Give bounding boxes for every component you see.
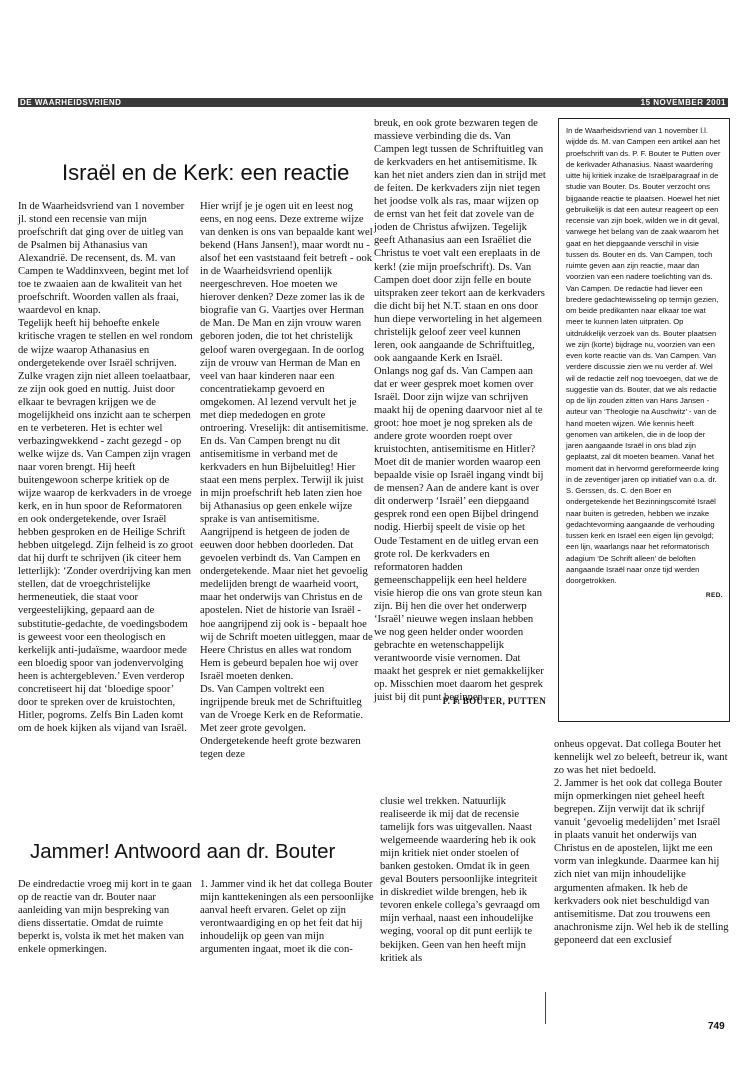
paragraph: Onlangs nog gaf ds. Van Campen aan dat er weer gesprek moet komen over Israël. Door zijn wijze van schrijven maakt hij de opening daarvoor niet al te groot: hoe moet je nog spreken als de andere grote woorden roept over kruistochten, antisemitisme en Hitler? Moet dit de manier worden waarop een bepaalde visie op Israël ingang vindt bij de mensen? Aan de andere kant is over dit onderwerp ‘Israël’ een diepgaand gesprek rond een open Bijbel dringend nodig. Hierbij speelt de visie op het Oude Testament en de uitleg ervan een grote rol. De kerkvaders en reformatoren hadden gemeenschappelijk een heel heldere visie hierop die ons van grote steun kan zijn. Bij hen die over het onderwerp ‘Israël’ nieuwe wegen inslaan hebben we nog geen helder onder woorden gebrachte en wetenschappelijk verantwoorde visie vernomen. Dat maakt het gesprek er niet gemakkelijker op. Misschien moet daarom het gesprek juist bij dit punt beginnen. [374, 365, 544, 704]
article-column-4 [554, 738, 730, 947]
article-column-1 [18, 200, 194, 735]
paragraph: De eindredactie vroeg mij kort in te gaan op de reactie van dr. Bouter naar aanleiding van mijn bespreking van diens dissertatie. Omdat de ruimte beperkt is, volsta ik met het maken van enkele opmerkingen. [18, 879, 192, 956]
paragraph: Hier wrijf je je ogen uit en leest nog eens, en nog eens. Deze extreme wijze van denken is ons van bepaalde kant wel bekend (Hans Jansen!), maar wordt nu - alsof het een vaststaand feit betreft - ook in de Waarheidsvriend openlijk neergeschreven. Hoe moeten we hierover denken? Deze zomer las ik de biografie van G. Vaartjes over Herman de Man. De Man en zijn vrouw waren geboren joden, die tot het christelijk geloof waren overgegaan. In de oorlog zijn de vrouw van Herman de Man en veel van haar kinderen naar een concentratiekamp gevoerd en omgekomen. Al lezend vervult het je met diep mededogen en grote ontroering. Vreselijk: dit antisemitisme. En ds. Van Campen brengt nu dit antisemitisme in verband met de kerkvaders en hun Bijbeluitleg! Hier staat een mens perplex. Terwijl ik juist in mijn proefschrift heb laten zien hoe bij Athanasius op geen enkele wijze sprake is van antisemitisme. [200, 201, 373, 526]
paragraph: breuk, en ook grote bezwaren tegen de massieve verbinding die ds. Van Campen legt tussen de Schriftuitleg van de kerkvaders en het antisemitisme. Ik kan het niet anders zien dan in strijd met de feiten. De kerkvaders zijn niet tegen het joodse volk als ras, maar wijzen op de ernst van het feit dat zovele van de joden de Christus afwijzen. Tegelijk geeft Athanasius aan een Israëliet die Christus te voet valt een ereplaats in de kerk! (zie mijn proefschrift). Ds. Van Campen doet door zijn felle en boute uitspraken zeer tekort aan de kerkvaders die dicht bij het N.T. staan en ons door hun diepe verworteling in het algemeen christelijk geloof zeer veel kunnen leren, ook aangaande de Schriftuitleg, ook aangaande Kerk en Israël. [374, 118, 546, 364]
article-column-3 [374, 117, 546, 704]
column-divider [545, 992, 546, 1024]
article2-column-3 [380, 795, 546, 965]
paragraph: Ds. Van Campen voltrekt een ingrijpende breuk met de Schriftuitleg van de Vroege Kerk en de Reformatie. Met zeer grote gevolgen. Ondergetekende heeft grote bezwaren tegen deze [200, 683, 364, 760]
paragraph: clusie wel trekken. Natuurlijk realiseerde ik mij dat de recensie tamelijk fors was uitgevallen. Naast welgemeende waardering heb ik ook mijn kritiek niet onder stoelen of banken gestoken. Omdat ik in geen geval Bouters persoonlijke integriteit in diskrediet wilde brengen, heb ik tevoren enkele collega’s gevraagd om mijn verhaal, naast een inhoudelijke weging, vooral op dit punt eerlijk te bekijken. Geen van hen heeft mijn kritiek als [380, 796, 541, 964]
publication-name: DE WAARHEIDSVRIEND [20, 98, 122, 107]
article2-column-2 [200, 878, 374, 956]
paragraph: Aangrijpend is hetgeen de joden de eeuwen door hebben doorleden. Dat gevoelen verbindt ds. Van Campen en ondergetekende. Maar niet het gevoelig medelijden brengt de waarheid voort, maar het onderwijs van Christus en de apostelen. Niet de historie van Israël - hoe aangrijpend zij ook is - bepaalt hoe wij de Schrift moeten uitleggen, maar de Heere Christus en alles wat rondom Hem is gebeurd bepalen hoe wij over Israël moeten denken. [200, 527, 373, 682]
article2-title: Jammer! Antwoord aan dr. Bouter [30, 840, 336, 863]
paragraph: 1. Jammer vind ik het dat collega Bouter mijn kanttekeningen als een persoonlijke aanval heeft ervaren. Gelet op zijn verontwaardiging en op het feit dat hij inhoudelijk op geen van mijn argumenten ingaat, moet ik die con- [200, 879, 374, 956]
article-title: Israël en de Kerk: een reactie [62, 160, 350, 185]
editor-signature: RED. [705, 592, 723, 600]
page-number: 749 [708, 1021, 725, 1032]
article2-column-1 [18, 878, 194, 956]
paragraph: Tegelijk heeft hij behoefte enkele kritische vragen te stellen en wel rondom de wijze waarop Athanasius en ondergetekende over Israël schrijven. Zulke vragen zijn niet alleen toelaatbaar, ze zijn ook goed en nuttig. Juist door elkaar te bevragen krijgen we de mogelijkheid ons inzicht aan te scherpen en te verbeteren. Het is echter wel verbazingwekkend - zacht gezegd - op welke wijze ds. Van Campen zijn vragen naar voren brengt. Hij heeft buitengewoon scherpe kritiek op de wijze waarop de kerkvaders in de vroege kerk, en in hun spoor de Reformatoren en ook ondergetekende, over Israël hebben gesproken en de Heilige Schrift hebben uitgelegd. Zijn felheid is zo groot dat hij durft te schrijven (ik citeer hem letterlijk): ‘Zonder overdrijving kan men stellen, dat de vroegchristelijke hermeneutiek, die staat voor vergeestelijking, gepaard aan de substitutie-gedachte, de voedingsbodem is geweest voor een theologisch en kerkelijk anti-judaïsme, waardoor mede een bloedig spoor van jodenvervolging heen is achtergebleven.’ Even verderop concretiseert hij dat ‘bloedige spoor’ door te spreken over de kruistochten, Hitler, pogroms. Zelfs Bin Laden komt om de hoek kijken als vijand van Israël. [18, 318, 194, 734]
header-bar [18, 98, 728, 107]
paragraph: onheus opgevat. Dat collega Bouter het kennelijk wel zo beleeft, betreur ik, want zo was het niet bedoeld. [554, 739, 728, 777]
paragraph: 2. Jammer is het ook dat collega Bouter mijn opmerkingen niet geheel heeft begrepen. Zijn verwijt dat ik schrijf vanuit ‘gevoelig medelijden’ met Israël in plaats vanuit het onderwijs van Christus en de apostelen, lijkt me een vorm van inlegkunde. Daarmee kan hij zich niet van mijn inhoudelijke argumenten afmaken. Ik heb de kerkvaders ook niet beschuldigd van antisemitisme. Dat zou trouwens een anachronisme zijn. Wel heb ik de stelling geponeerd dat een exclusief [554, 778, 729, 946]
author-byline: P. F. BOUTER, PUTTEN [442, 696, 546, 706]
article-column-2 [200, 200, 374, 761]
issue-date: 15 NOVEMBER 2001 [640, 98, 726, 107]
editor-note-text: In de Waarheidsvriend van 1 november l.l. wijdde ds. M. van Campen een artikel aan het proefschrift van ds. P. F. Bouter te Putten over de kerkvader Athanasius. Naast waardering uitte hij kritiek inzake de Israëlparagraaf in de studie van Bouter. Ds. Bouter verzocht ons bijgaande reactie te plaatsen. Hoewel het niet gebruikelijk is dat een auteur reageert op een recensie van zijn boek, wilden we in dit geval, vanwege het belang van de zaak waarom het gaat en het diepgaande verschil in visie tussen ds. Bouter en ds. Van Campen, toch ruimte geven aan zijn reactie, maar dan voorzien van een nadere toelichting van ds. Van Campen. De redactie had liever een bredere gedachtewisseling op termijn gezien, om beide predikanten naar elkaar toe wat meer te kunnen laten uitpraten. Op uitdrukkelijk verzoek van ds. Bouter plaatsen we zijn (korte) bijdrage nu, voorzien van een even korte reactie van ds. Van Campen. Van verdere discussie zien we nu verder af. Wel wil de redactie zelf nog toevoegen, dat we de suggestie van ds. Bouter, dat we als redactie op de lijn zouden zitten van Hans Jansen - auteur van ‘Theologie na Auschwitz’ - van de hand moeten wijzen. Wie kennis heeft genomen van artikelen, die in de loop der jaren aangaande Israël in ons blad zijn geplaatst, zal dit moeten beamen. Vanaf het moment dat in hervormd gereformeerde kring in de zeventiger jaren op initiatief van o.a. dr. S. Gerssen, ds. C. den Boer en ondergetekende het Bezinningscomité Israël naar buiten is getreden, hebben we inzake gedachtevorming aangaande de verhouding tussen kerk en Israël een eigen lijn gevolgd; een lijn, waarlangs naar het reformatorisch adagium ‘De Schrift alleen’ de beloften aangaande Israël naar onze tijd werden doorgetrokken. [566, 126, 721, 585]
editor-note-box [558, 118, 730, 722]
paragraph: In de Waarheidsvriend van 1 november jl. stond een recensie van mijn proefschrift dat ging over de uitleg van de Psalmen bij Athanasius van Alexandrië. De recensent, ds. M. van Campen te Waddinxveen, begint met lof toe te zwaaien aan de kwaliteit van het proefschrift. Woorden vallen als fraai, waardevol en knap. [18, 201, 189, 317]
